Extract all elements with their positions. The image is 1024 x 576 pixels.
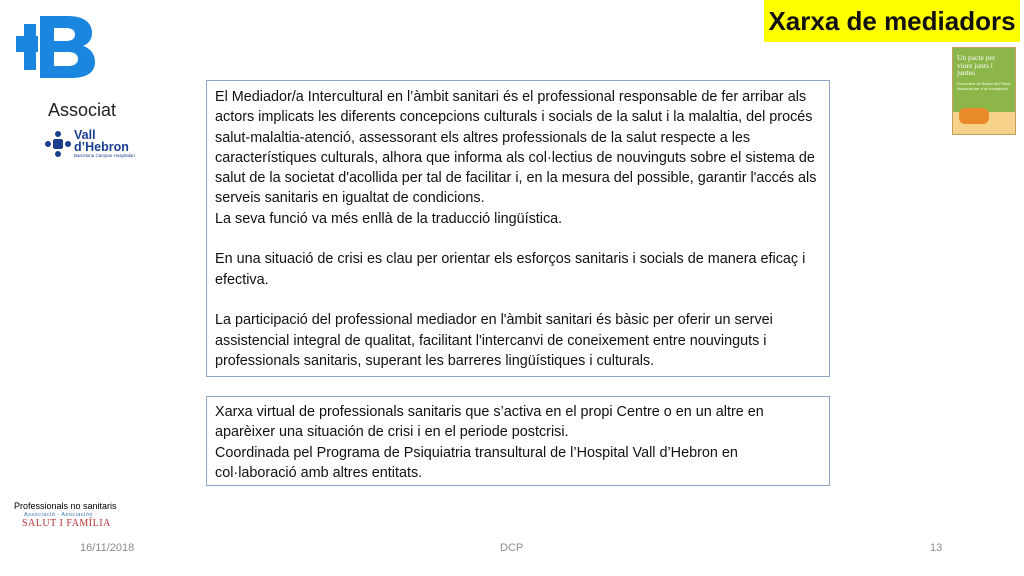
professionals-label: Professionals no sanitaris <box>14 501 117 511</box>
salut-familia-logo-main: SALUT I FAMÍLIA <box>22 518 111 529</box>
mediator-paragraph: La participació del professional mediador en l'àmbit sanitari és bàsic per oferir un servei assistencial integral de qualitat, facilitant l'intercanvi de coneixement entre nouvinguts i professionals sanitaris, superant les barreres lingüístiques i culturals. <box>215 312 773 369</box>
mediator-paragraph: La seva funció va més enllà de la traducció lingüística. <box>215 210 563 227</box>
book-cover-speech-bubble <box>959 108 989 124</box>
book-cover-subtitle: Document de Bases del Pacte Nacional per a la Immigració <box>957 81 1011 91</box>
vall-hebron-name-line1: Vall <box>74 128 96 142</box>
network-paragraph: Coordinada pel Programa de Psiquiatria transultural de l’Hospital Vall d’Hebron en col·laboració amb altres entitats. <box>215 444 738 481</box>
mediator-description-box <box>206 80 830 377</box>
book-cover-title: Un pacte per viure junts i juntes <box>957 53 996 77</box>
vall-hebron-subtitle: Barcelona Campus Hospitalari <box>74 153 135 158</box>
network-paragraph: Xarxa virtual de professionals sanitaris que s’activa en el propi Centre o en un altre en aparèixer una situación de crisi i en el periode postcrisi. <box>215 404 764 441</box>
book-cover-image <box>952 47 1016 135</box>
associat-label: Associat <box>48 100 117 120</box>
salut-familia-logo <box>22 512 122 532</box>
vall-hebron-cross-icon <box>44 130 72 158</box>
page-number: 13 <box>930 542 943 554</box>
page-title: Xarxa de mediadors <box>764 0 1020 42</box>
vall-hebron-logo <box>44 130 138 160</box>
vall-hebron-name-line2: d’Hebron <box>74 140 129 154</box>
footer-center-text: DCP <box>500 542 524 554</box>
mediator-paragraph: En una situació de crisi es clau per orientar els esforços sanitaris i socials de manera eficaç i efectiva. <box>215 251 806 288</box>
salut-familia-logo-top: Associació · Asociación <box>24 512 93 518</box>
mediator-paragraph: El Mediador/a Intercultural en l’àmbit sanitari és el professional responsable de fer arribar als actors implicats les diferents concepcions culturals i socials de la salut i la malaltia, del procés salut-malaltia-atenció, assessorant els altres professionals de la salut respecte a les característiques culturals, alhora que informa als col·lectius de nouvinguts sobre el sistema de salut de la societat d'acollida per tal de facilitar i, en la mesura del possible, garantir l'accés als serveis sanitaris en igualtat de condicions. <box>215 89 817 207</box>
bcn-b-logo <box>16 14 96 80</box>
footer-date: 16/11/2018 <box>80 542 135 554</box>
vall-hebron-name <box>74 129 129 153</box>
network-description-box <box>206 396 830 486</box>
